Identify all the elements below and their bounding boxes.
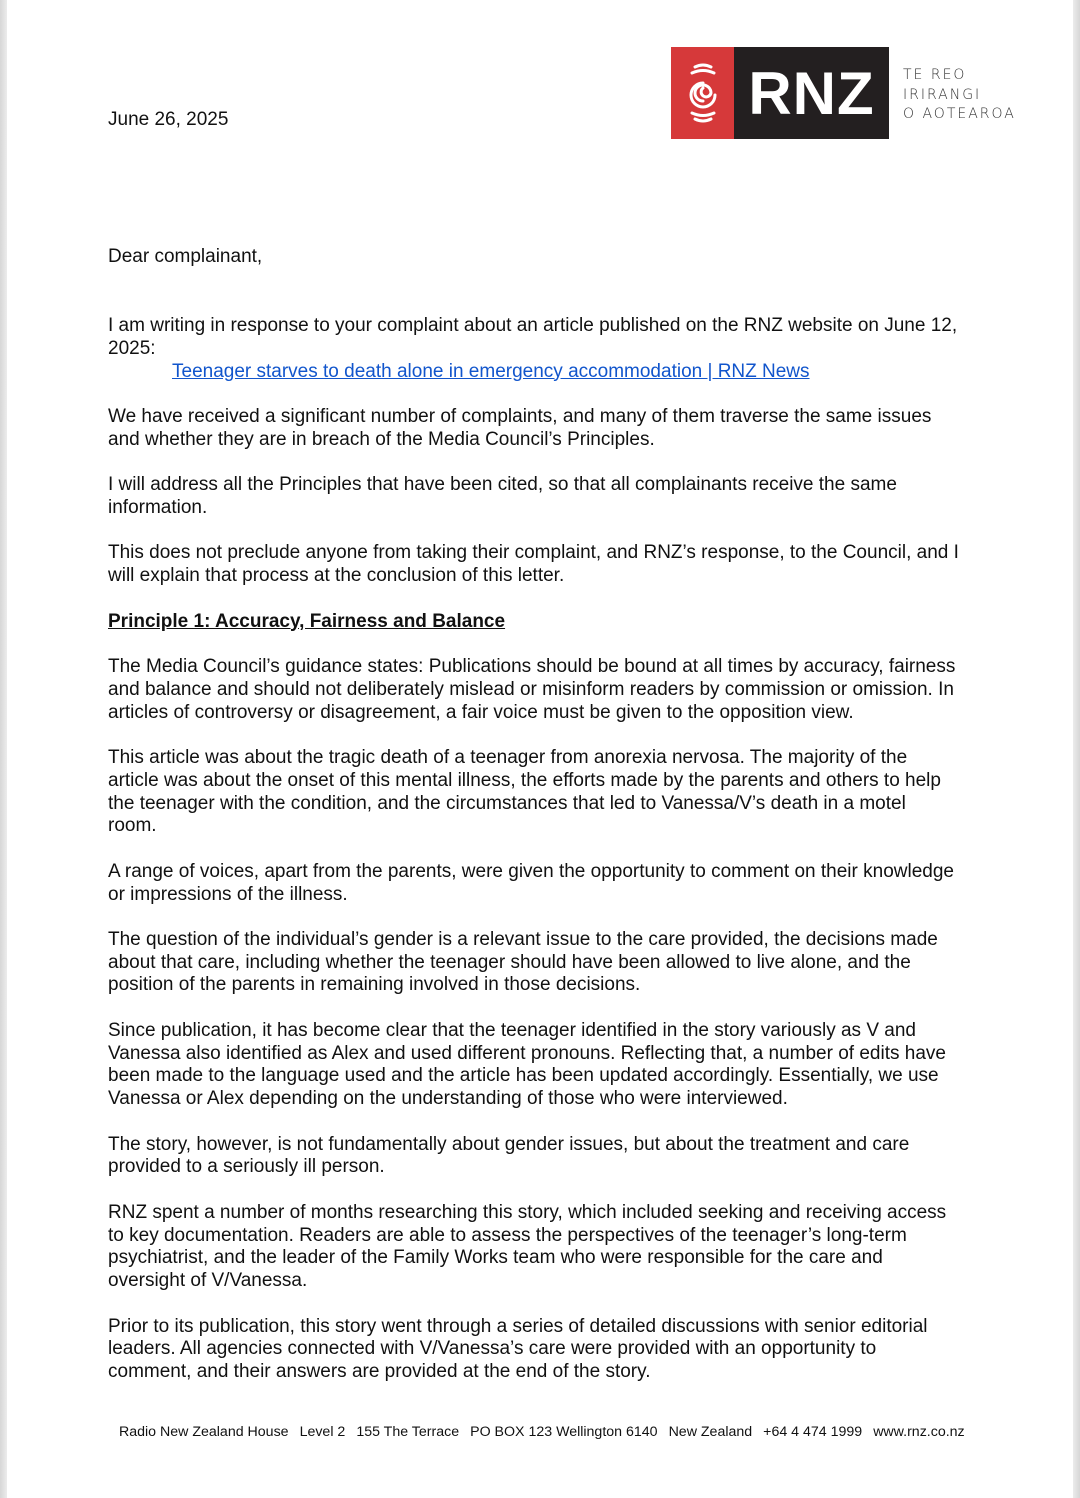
text-line: about that care, including whether the teenager should have been allowed to live alone, and the	[108, 951, 911, 973]
text-line: information.	[108, 496, 208, 518]
rnz-logo	[671, 47, 1016, 139]
tagline-line: TE REO	[903, 67, 967, 83]
paragraph	[108, 747, 1008, 838]
text-line: will explain that process at the conclusion of this letter.	[108, 565, 565, 587]
paragraphs-a	[108, 406, 1008, 588]
text-line: This does not preclude anyone from taking their complaint, and RNZ’s response, to the Council, and I	[108, 542, 959, 564]
page-edge-left	[0, 0, 7, 1498]
tagline-line: O AOTEAROA	[903, 106, 1016, 122]
text-line: to key documentation. Readers are able to assess the perspectives of the teenager’s long-term	[108, 1224, 907, 1246]
paragraph	[108, 542, 1008, 588]
text-line: Prior to its publication, this story went through a series of detailed discussions with senior editorial	[108, 1315, 928, 1337]
paragraph	[108, 861, 1008, 907]
text-line: We have received a significant number of complaints, and many of them traverse the same issues	[108, 405, 932, 427]
text-line: room.	[108, 815, 157, 837]
paragraphs-b	[108, 656, 1008, 1384]
text-line: Vanessa also identified as Alex and used different pronouns. Reflecting that, a number of edits have	[108, 1042, 946, 1064]
text-line: RNZ spent a number of months researching this story, which included seeking and receiving access	[108, 1201, 947, 1223]
footer-item: New Zealand	[668, 1424, 753, 1440]
rnz-spiral-icon	[671, 47, 734, 139]
footer-item: Radio New Zealand House	[119, 1424, 289, 1440]
text-line: I am writing in response to your complaint about an article published on the RNZ website on June 12,	[108, 315, 958, 336]
article-link[interactable]: Teenager starves to death alone in emergency accommodation | RNZ News	[172, 360, 810, 382]
text-line: I will address all the Principles that have been cited, so that all complainants receive the same	[108, 474, 897, 496]
text-line: article was about the onset of this mental illness, the efforts made by the parents and others to help	[108, 769, 941, 791]
text-line: Since publication, it has become clear that the teenager identified in the story variously as V and	[108, 1019, 916, 1041]
paragraph	[108, 1316, 1008, 1384]
footer-item: +64 4 474 1999	[763, 1424, 863, 1440]
footer-item: 155 The Terrace	[356, 1424, 460, 1440]
text-line: the teenager with the condition, and the circumstances that led to Vanessa/V’s death in a motel	[108, 792, 906, 814]
text-line: 2025:	[108, 337, 156, 359]
text-line: or impressions of the illness.	[108, 883, 348, 905]
paragraph	[108, 1202, 1008, 1293]
paragraph	[108, 406, 1008, 452]
salutation: Dear complainant,	[108, 246, 263, 267]
text-line: provided to a seriously ill person.	[108, 1156, 385, 1178]
footer-item: www.rnz.co.nz	[873, 1424, 965, 1440]
footer-item: PO BOX 123 Wellington 6140	[470, 1424, 658, 1440]
rnz-wordmark: RNZ	[734, 47, 889, 139]
text-line: been made to the language used and the article has been updated accordingly. Essentially, we use	[108, 1065, 939, 1087]
text-line: comment, and their answers are provided at the end of the story.	[108, 1361, 651, 1383]
text-line: A range of voices, apart from the parents, were given the opportunity to comment on their knowledge	[108, 860, 954, 882]
text-line: The Media Council’s guidance states: Publications should be bound at all times by accuracy, fairness	[108, 655, 956, 677]
text-line: position of the parents in remaining involved in those decisions.	[108, 974, 641, 996]
text-line: articles of controversy or disagreement, a fair voice must be given to the opposition view.	[108, 701, 854, 723]
paragraph	[108, 656, 1008, 724]
text-line: Vanessa or Alex depending on the understanding of those who were interviewed.	[108, 1088, 788, 1110]
letter-date: June 26, 2025	[108, 109, 229, 130]
text-line: leaders. All agencies connected with V/Vanessa’s care were provided with an opportunity to	[108, 1338, 877, 1360]
text-line: psychiatrist, and the leader of the Family Works team who were responsible for the care and	[108, 1247, 883, 1269]
text-line: and whether they are in breach of the Media Council’s Principles.	[108, 428, 655, 450]
tagline-line: IRIRANGI	[903, 86, 982, 103]
text-line: The question of the individual’s gender is a relevant issue to the care provided, the decisions made	[108, 928, 938, 950]
intro-paragraph	[108, 315, 1008, 383]
text-line: oversight of V/Vanessa.	[108, 1270, 308, 1292]
letter-footer	[119, 1424, 976, 1440]
page-edge-right	[1073, 0, 1080, 1498]
section-heading: Principle 1: Accuracy, Fairness and Balance	[108, 610, 506, 632]
footer-item: Level 2	[299, 1424, 346, 1440]
rnz-tagline	[903, 47, 1016, 139]
paragraph	[108, 1020, 1008, 1111]
paragraph	[108, 1134, 1008, 1180]
paragraph	[108, 929, 1008, 997]
letter-body	[108, 315, 1008, 1407]
paragraph	[108, 474, 1008, 520]
text-line: This article was about the tragic death of a teenager from anorexia nervosa. The majority of the	[108, 746, 908, 768]
text-line: and balance and should not deliberately mislead or misinform readers by commission or omission. In	[108, 678, 954, 700]
text-line: The story, however, is not fundamentally about gender issues, but about the treatment and care	[108, 1133, 910, 1155]
